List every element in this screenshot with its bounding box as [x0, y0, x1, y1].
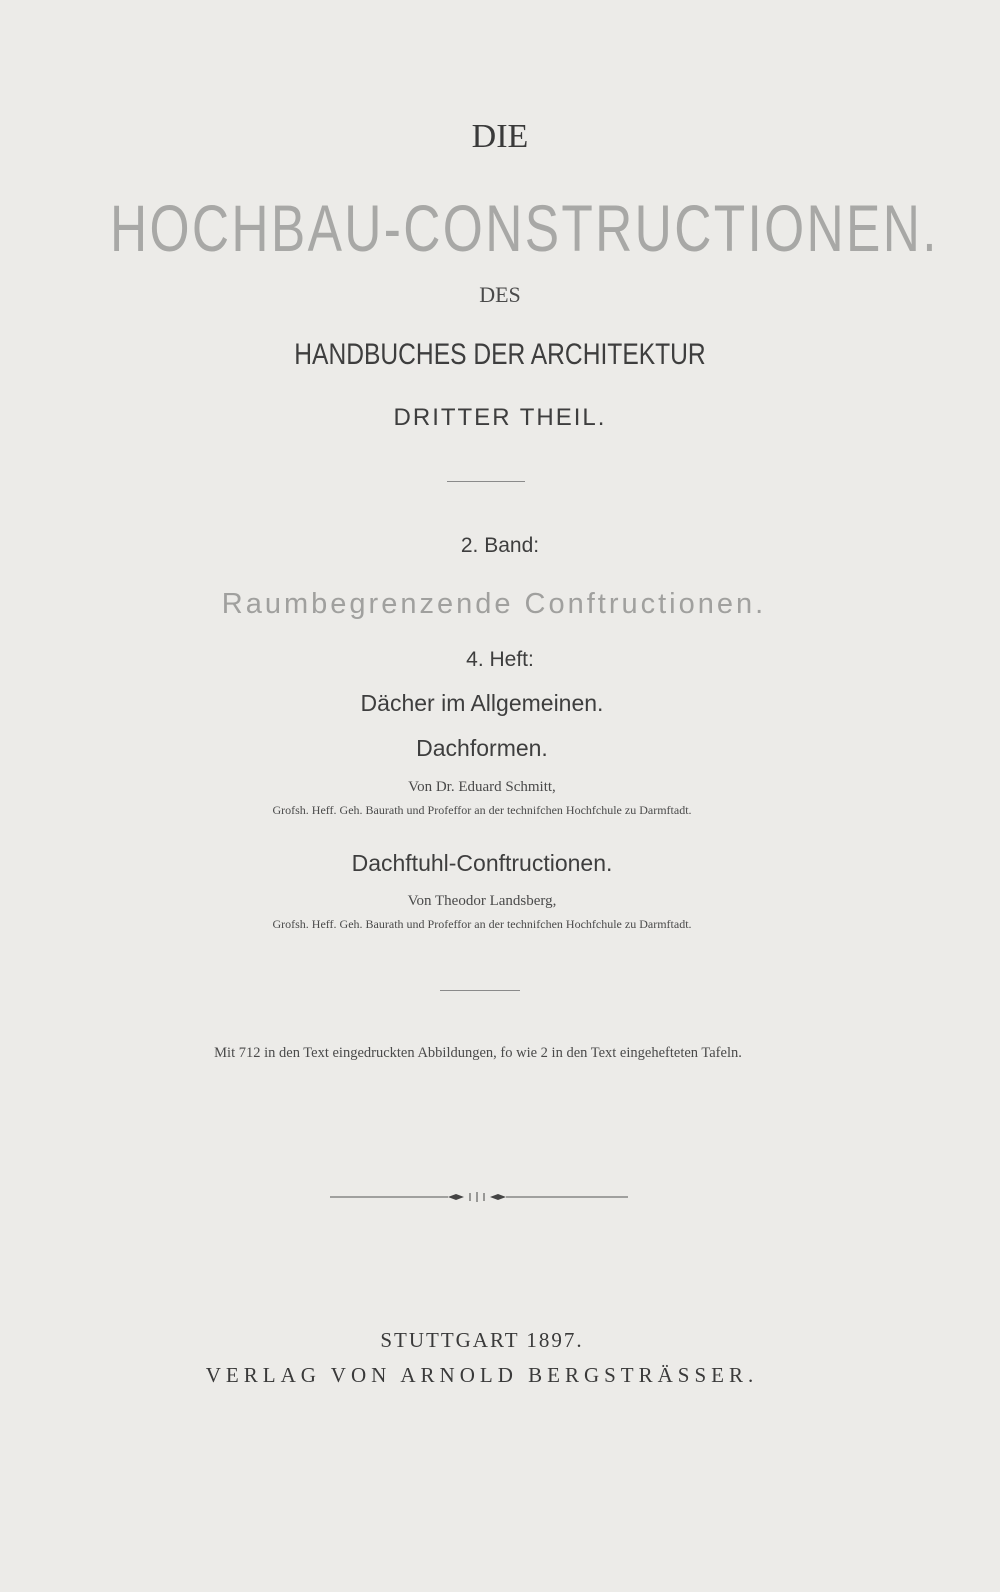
heft-label: 4. Heft: [466, 648, 534, 671]
ornamental-divider [330, 1190, 630, 1204]
author2: Von Theodor Landsberg, [407, 893, 557, 909]
place-year: STUTTGART 1897. [380, 1328, 584, 1352]
theil-title: DRITTER THEIL. [393, 404, 607, 431]
section1-title: Dächer im Allgemeinen. [360, 690, 604, 716]
title-die: DIE [471, 118, 529, 155]
title-des: DES [479, 282, 521, 307]
author2-affiliation: Grofsh. Heff. Geh. Baurath und Profeffor an der technifchen Hochfchule zu Darmftadt. [272, 917, 692, 931]
band-label: 2. Band: [460, 534, 540, 557]
band-title: Raumbegrenzende Conftructionen. [221, 588, 767, 620]
divider-rule [447, 481, 525, 482]
section1-subtitle: Dachformen. [416, 735, 548, 761]
main-title: HOCHBAU-CONSTRUCTIONEN. [110, 191, 939, 265]
publisher: VERLAG VON ARNOLD BERGSTRÄSSER. [205, 1363, 759, 1387]
illustrations-note: Mit 712 in den Text eingedruckten Abbildungen, fo wie 2 in den Text eingehefteten Tafeln. [214, 1045, 742, 1061]
author1: Von Dr. Eduard Schmitt, [408, 779, 556, 795]
divider-rule [440, 990, 520, 991]
section2-title: Dachftuhl-Conftructionen. [351, 850, 613, 876]
handbuch-title: HANDBUCHES DER ARCHITEKTUR [294, 338, 706, 371]
author1-affiliation: Grofsh. Heff. Geh. Baurath und Profeffor an der technifchen Hochfchule zu Darmftadt. [272, 803, 692, 817]
